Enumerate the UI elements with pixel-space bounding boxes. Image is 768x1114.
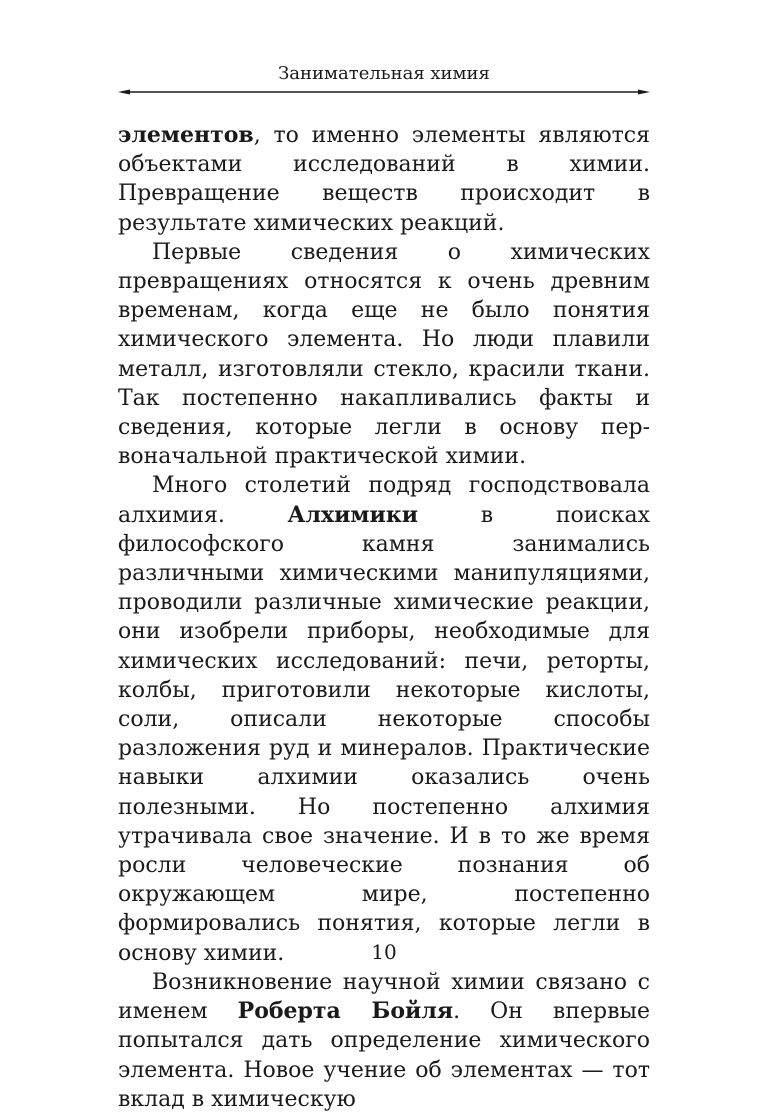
bold-term: Алхимики xyxy=(287,501,419,528)
rule-left-ornament xyxy=(118,90,130,95)
text-run: Много столетий подряд господствовала алхимия. xyxy=(118,473,650,528)
text-run: . Он впервые попытался дать определение химического элемента. Новое учение об элементах — тот вклад в химическую xyxy=(118,999,650,1112)
paragraph xyxy=(118,471,650,967)
text-run: в поисках философского камня занимались различными химическими манипуляциями, проводили различные химические реакции, они изобрели приборы, необходимые для химических исследований: печи, реторты, колбы, приготовили некоторые кислоты, соли, описали некоторые способы разложения руд и минералов. Практические навыки алхимии оказались очень полезными. Но постепенно алхимия утрачивала свое значение. И в то же время росли человеческие познания об окружающем мире, постепенно формировались понятия, которые легли в основу химии. xyxy=(118,502,650,966)
header-rule xyxy=(118,85,650,99)
bold-term: элементов xyxy=(118,122,254,148)
paragraph xyxy=(118,121,650,238)
text-run: Возникновение научной химии связано с именем xyxy=(118,969,650,1025)
rule-right-ornament xyxy=(638,90,650,95)
page-number: 10 xyxy=(371,940,397,964)
bold-term: Роберта Бойля xyxy=(237,998,454,1025)
text-run: Первые сведения о химических превращениях относятся к очень древним временам, когда еще не было понятия химического элемента. Но люди плавили металл, изготовляли стекло, красили ткани. Так постепенно накапливались факты и сведения, которые легли в основу первоначальной практической химии. xyxy=(118,239,650,470)
page-body-text xyxy=(118,121,650,1114)
running-head-title: Занимательная химия xyxy=(278,63,490,84)
paragraph xyxy=(118,968,650,1114)
text-run: , то именно элементы являются объектами исследований в химии. Превращение веществ происходит в результате химических реакций. xyxy=(118,123,650,236)
paragraph xyxy=(118,238,650,472)
